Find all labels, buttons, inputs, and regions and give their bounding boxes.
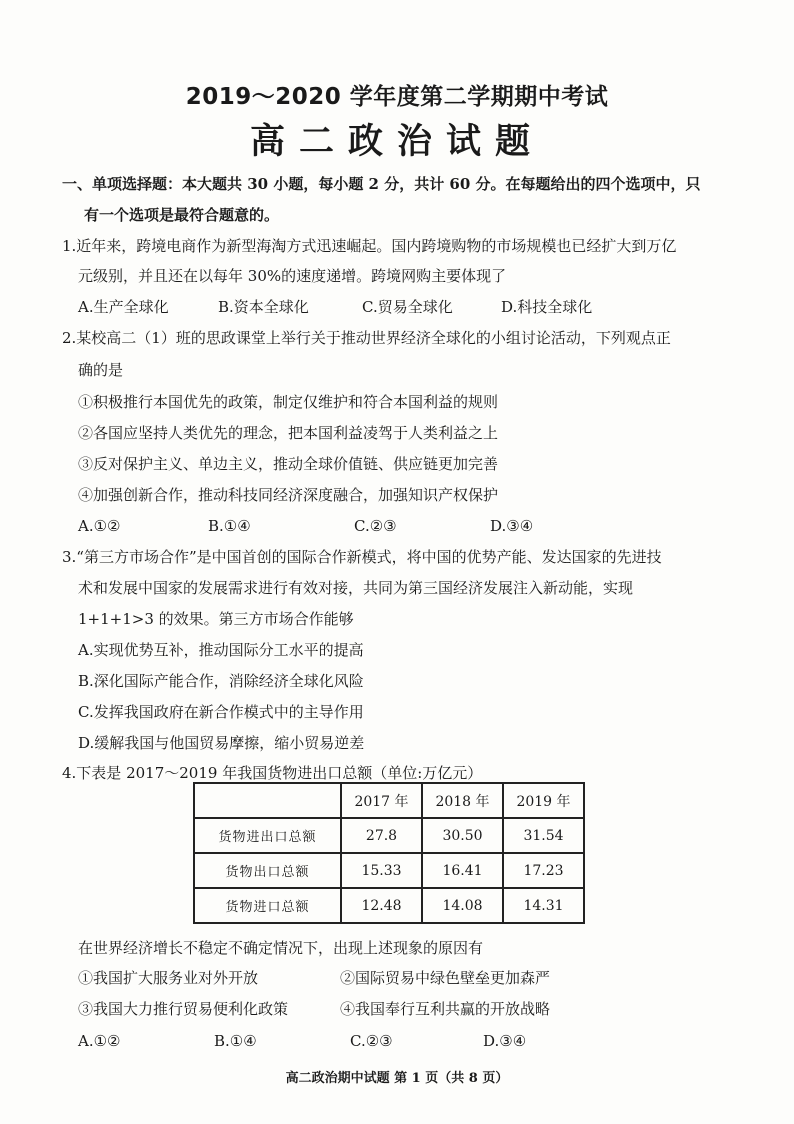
table-cell: 12.48 (341, 888, 422, 923)
q2-stem-line2: 确的是 (78, 361, 124, 379)
table-row (194, 818, 584, 853)
table-cell: 17.23 (503, 853, 584, 888)
q1-option-b: B.资本全球化 (218, 298, 309, 316)
q2-option-c: C.②③ (354, 517, 397, 535)
table-header-2017: 2017 年 (341, 783, 422, 818)
q2-option-d: D.③④ (490, 517, 534, 535)
table-row (194, 888, 584, 923)
q3-stem-line1: 3.“第三方市场合作”是中国首创的国际合作新模式，将中国的优势产能、发达国家的先进技 (62, 548, 662, 566)
q2-item-4: ④加强创新合作，推动科技同经济深度融合，加强知识产权保护 (78, 486, 499, 504)
q2-option-a: A.①② (78, 517, 121, 535)
q4-item-4: ④我国奉行互利共赢的开放战略 (340, 1000, 551, 1018)
table-cell: 27.8 (341, 818, 422, 853)
q4-item-1: ①我国扩大服务业对外开放 (78, 969, 259, 987)
table-cell: 16.41 (422, 853, 503, 888)
q3-stem-line2: 术和发展中国家的发展需求进行有效对接，共同为第三国经济发展注入新动能，实现 (78, 579, 634, 597)
section-instruction-line2: 有一个选项是最符合题意的。 (84, 206, 280, 224)
q4-stem-line1: 4.下表是 2017～2019 年我国货物进出口总额（单位:万亿元） (62, 764, 483, 782)
table-cell: 31.54 (503, 818, 584, 853)
q2-stem-line1: 2.某校高二（1）班的思政课堂上举行关于推动世界经济全球化的小组讨论活动，下列观点正 (62, 329, 671, 347)
q3-stem-line3: 1+1+1>3 的效果。第三方市场合作能够 (78, 610, 354, 628)
row-label-total: 货物进出口总额 (194, 818, 341, 853)
trade-table (193, 782, 585, 924)
q2-item-2: ②各国应坚持人类优先的理念，把本国利益凌驾于人类利益之上 (78, 424, 499, 442)
q3-option-c: C.发挥我国政府在新合作模式中的主导作用 (78, 703, 364, 721)
row-label-export: 货物出口总额 (194, 853, 341, 888)
q4-option-d: D.③④ (483, 1032, 527, 1050)
q1-option-c: C.贸易全球化 (362, 298, 453, 316)
q1-option-d: D.科技全球化 (501, 298, 593, 316)
q1-option-a: A.生产全球化 (78, 298, 169, 316)
table-corner-cell (194, 783, 341, 818)
q1-stem-line1: 1.近年来，跨境电商作为新型海淘方式迅速崛起。国内跨境购物的市场规模也已经扩大到万亿 (62, 237, 677, 255)
q4-item-3: ③我国大力推行贸易便利化政策 (78, 1000, 289, 1018)
section-instruction-line1: 一、单项选择题：本大题共 30 小题，每小题 2 分，共计 60 分。在每题给出的四个选项中，只 (62, 175, 701, 193)
q4-stem: 在世界经济增长不稳定不确定情况下，出现上述现象的原因有 (78, 939, 484, 957)
q1-stem-line2: 元级别，并且还在以每年 30%的速度递增。跨境网购主要体现了 (78, 267, 507, 285)
q3-option-b: B.深化国际产能合作，消除经济全球化风险 (78, 672, 364, 690)
q4-option-b: B.①④ (214, 1032, 257, 1050)
q2-option-b: B.①④ (208, 517, 251, 535)
q3-option-a: A.实现优势互补，推动国际分工水平的提高 (78, 641, 364, 659)
q4-option-a: A.①② (78, 1032, 121, 1050)
page-footer: 高二政治期中试题 第 1 页（共 8 页） (285, 1071, 509, 1086)
table-header-2019: 2019 年 (503, 783, 584, 818)
q4-item-2: ②国际贸易中绿色壁垒更加森严 (340, 969, 551, 987)
table-header-2018: 2018 年 (422, 783, 503, 818)
subject-title: 高二政治试题 (249, 122, 544, 162)
table-header-row (194, 783, 584, 818)
table-cell: 15.33 (341, 853, 422, 888)
row-label-import: 货物进口总额 (194, 888, 341, 923)
q2-item-3: ③反对保护主义、单边主义，推动全球价值链、供应链更加完善 (78, 455, 499, 473)
q4-option-c: C.②③ (350, 1032, 393, 1050)
q3-option-d: D.缓解我国与他国贸易摩擦，缩小贸易逆差 (78, 734, 365, 752)
q2-item-1: ①积极推行本国优先的政策，制定仅维护和符合本国利益的规则 (78, 393, 499, 411)
table-cell: 14.08 (422, 888, 503, 923)
table-cell: 30.50 (422, 818, 503, 853)
table-row (194, 853, 584, 888)
exam-title: 2019～2020 学年度第二学期期中考试 (185, 84, 609, 110)
table-cell: 14.31 (503, 888, 584, 923)
